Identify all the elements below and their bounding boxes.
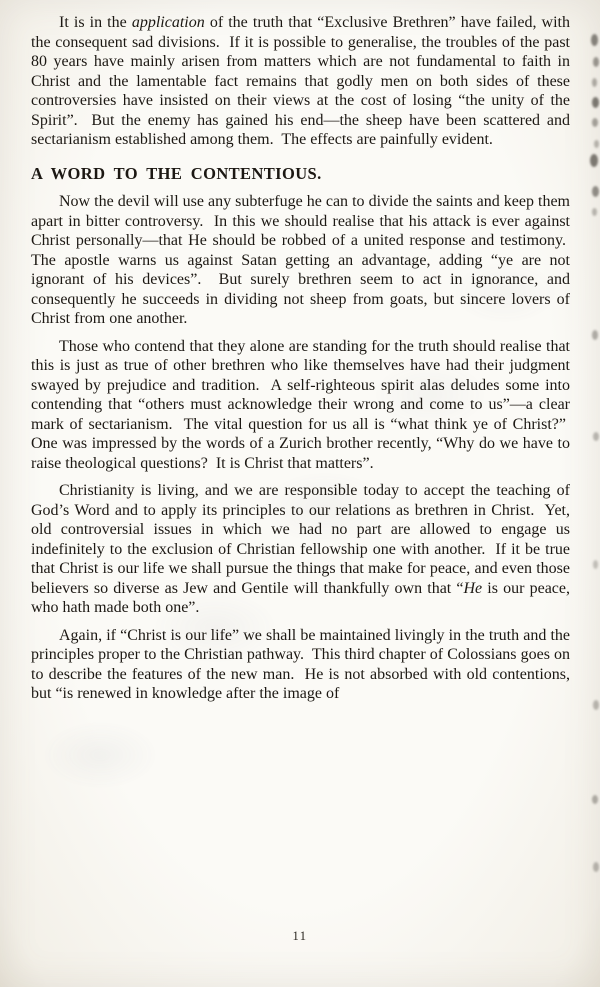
scan-artifact (590, 154, 598, 167)
paragraph: Those who contend that they alone are standing for the truth should realise that this is just as true of other brethren who like themselves have had their judgment swayed by prejudice and tradition. A self-righteous spirit alas deludes some into contending that “others must acknowledge their wrong and come to us”—a clear mark of sectarianism. The vital question for us all is “what think ye of Christ?” One was impressed by the words of a Zurich brother recently, “Why do we have to raise theological questions? It is Christ that matters”. (31, 337, 570, 472)
page-number: 11 (292, 929, 308, 943)
scan-artifact (593, 57, 599, 67)
paragraph: It is in the application of the truth that “Exclusive Brethren” have failed, with the consequent sad divisions. If it is possible to generalise, the troubles of the past 80 years have mainly arisen from matters which are not fundamental to faith in Christ and the lamentable fact remains that godly men on both sides of these controversies have insisted on their views at the cost of losing “the unity of the Spirit”. But the enemy has gained his end—the sheep have been scattered and sectarianism established among them. The effects are painfully evident. (31, 14, 571, 148)
scan-artifact (592, 330, 598, 340)
scan-artifact (592, 78, 597, 87)
section-heading: A WORD TO THE CONTENTIOUS. (31, 163, 322, 183)
scan-artifact (593, 700, 599, 710)
section-after-heading (31, 192, 570, 704)
scan-artifact (592, 97, 599, 108)
scan-artifact (593, 432, 599, 441)
scan-artifact (593, 560, 598, 569)
section-before-heading (31, 13, 570, 150)
scan-artifact (593, 862, 599, 872)
paragraph: Christianity is living, and we are responsible today to accept the teaching of God’s Word and to apply its principles to our relations as brethren in Christ. Yet, old controversial issues in which we had no part are allowed to engage us indefinitely to the exclusion of Christian fellowship one with another. If it be true that Christ is our life we shall pursue the things that make for peace, and even those believers so diverse as Jew and Gentile will thankfully own that “He is our peace, who hath made both one”. (31, 482, 571, 616)
scan-artifact (592, 118, 598, 127)
scan-artifact (592, 795, 598, 804)
scan-artifact (592, 208, 597, 216)
paragraph: Now the devil will use any subterfuge he can to divide the saints and keep them apart in bitter controversy. In this we should realise that his attack is ever against Christ personally—that He should be robbed of a united response and testimony. The apostle warns us against Satan getting an advantage, adding “ye are not ignorant of his devices”. But surely brethren seem to act in ignorance, and consequently he succeeds in dividing not sheep from goats, but sincere lovers of Christ from one another. (31, 193, 570, 327)
scan-artifact (591, 34, 598, 46)
scan-artifact (592, 186, 599, 197)
article-text (31, 13, 570, 712)
paragraph: Again, if “Christ is our life” we shall be maintained livingly in the truth and the principles proper to the Christian pathway. This third chapter of Colossians goes on to describe the features of the new man. He is not absorbed with old contentions, but “is renewed in knowledge after the image of (31, 626, 570, 702)
scan-artifact (40, 720, 160, 790)
scan-artifact (594, 140, 599, 148)
